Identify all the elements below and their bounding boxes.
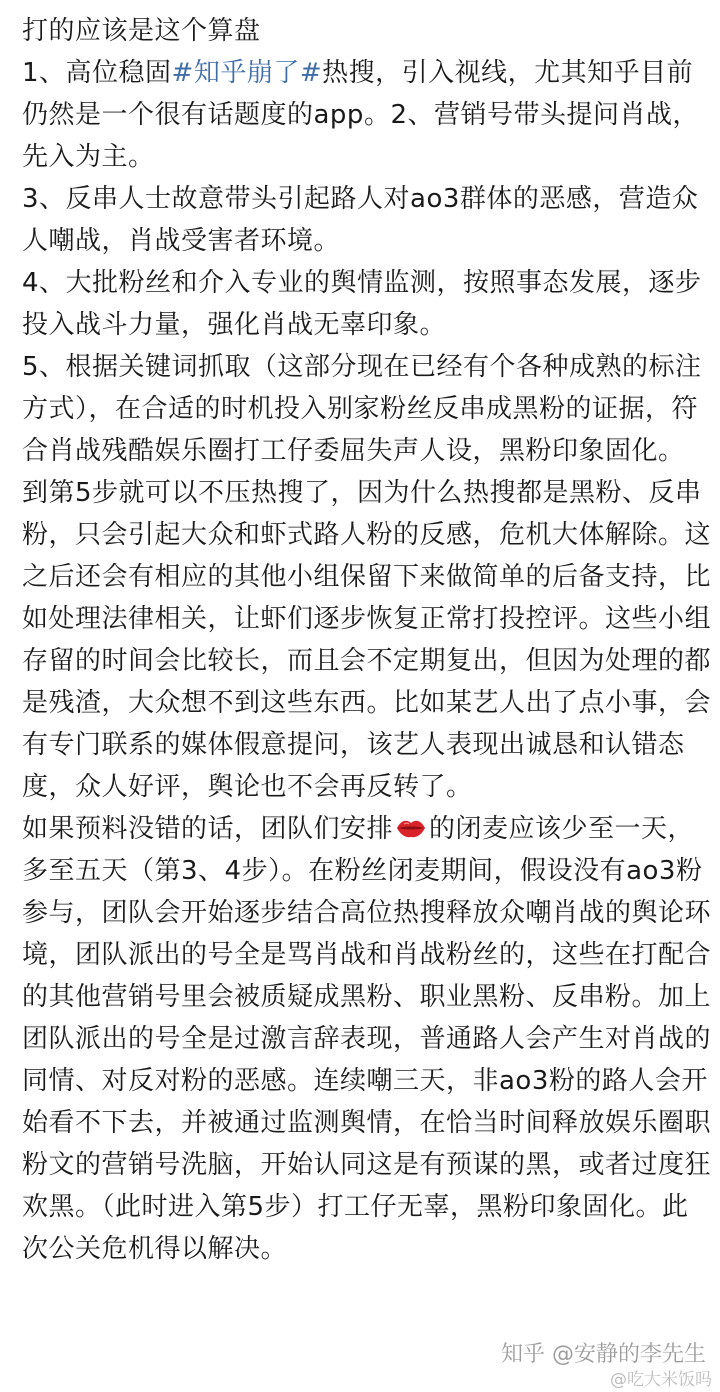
aftermath-paragraph: 到第5步就可以不压热搜了，因为什么热搜都是黑粉、反串粉，只会引起大众和虾式路人粉的反感，危机大体解除。这之后还会有相应的其他小组保留下来做简单的后备支持，比如处理法律相关，让虾们逐步恢复正常打投控评。这些小组存留的时间会比较长，而且会不定期复出，但因为处理的都是残渣，大众想不到这些东西。比如某艺人出了点小事，会有专门联系的媒体假意提问，该艺人表现出诚恳和认错态度，众人好评，舆论也不会再反转了。 [22, 478, 712, 802]
step-3-paragraph: 3、反串人士故意带头引起路人对ao3群体的恶感，营造众人嘲战，肖战受害者环境。 [22, 184, 699, 256]
weibo-watermark: @吃大米饭吗 [610, 1370, 712, 1390]
lips-emoji-icon [395, 815, 427, 841]
article-body [22, 10, 712, 1270]
step-1-suffix: 热搜，引入视线，尤其知乎目前仍然是一个很有话题度的app。2、营销号带头提问肖战，先入为主。 [22, 58, 699, 172]
step-4-paragraph: 4、大批粉丝和介入专业的舆情监测，按照事态发展，逐步投入战斗力量，强化肖战无辜印象。 [22, 268, 702, 340]
step-1-2-paragraph [22, 52, 712, 178]
hashtag-link[interactable]: #知乎崩了# [171, 58, 323, 88]
prediction-paragraph [22, 808, 712, 1270]
step-1-prefix: 1、高位稳固 [22, 58, 172, 88]
prediction-prefix: 如果预料没错的话，团队们安排 [22, 814, 394, 844]
step-5-paragraph: 5、根据关键词抓取（这部分现在已经有个各种成熟的标注方式），在合适的时机投入别家粉丝反串成黑粉的证据，符合肖战残酷娱乐圈打工仔委屈失声人设，黑粉印象固化。 [22, 352, 702, 466]
prediction-suffix: 的闭麦应该少至一天，多至五天（第3、4步）。在粉丝闭麦期间，假设没有ao3粉参与，团队会开始逐步结合高位热搜释放众嘲肖战的舆论环境，团队派出的号全是骂肖战和肖战粉丝的，这些在打配合的其他营销号里会被质疑成黑粉、职业黑粉、反串粉。加上团队派出的号全是过激言辞表现，普通路人会产生对肖战的同情、对反对粉的恶感。连续嘲三天，非ao3粉的路人会开始看不下去，并被通过监测舆情，在恰当时间释放娱乐圈职粉文的营销号洗脑，开始认同这是有预谋的黑，或者过度狂欢黑。（此时进入第5步）打工仔无辜，黑粉印象固化。此次公关危机得以解决。 [22, 814, 712, 1264]
zhihu-watermark: 知乎 @安静的李先生 [501, 1342, 706, 1367]
intro-line: 打的应该是这个算盘 [22, 16, 261, 46]
